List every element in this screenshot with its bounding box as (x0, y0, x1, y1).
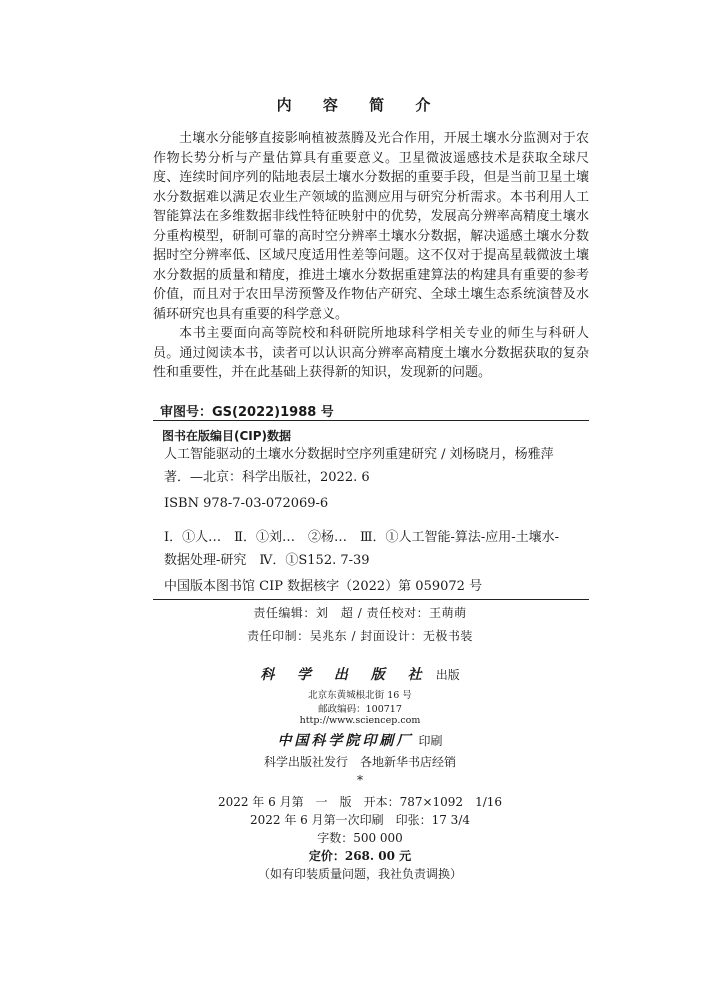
cip-book-line-2: 著．—北京：科学出版社，2022. 6 (164, 470, 370, 485)
publisher-address: 北京东黄城根北街 16 号 (308, 690, 412, 701)
cip-heading: 图书在版编目(CIP)数据 (162, 429, 292, 443)
publisher-line (0, 664, 720, 684)
printer-line (0, 730, 720, 750)
separator-star: * (357, 773, 363, 787)
staff-line-1: 责任编辑：刘 超 / 责任校对：王萌萌 (253, 606, 467, 620)
isbn: ISBN 978-7-03-072069-6 (164, 496, 329, 511)
cip-number: 中国版本图书馆 CIP 数据核字（2022）第 059072 号 (164, 579, 483, 594)
cip-book-entry (164, 443, 588, 489)
staff-line-2: 责任印制：吴兆东 / 封面设计：无极书装 (247, 629, 473, 643)
page-title: 内 容 简 介 (276, 96, 444, 114)
cip-category-line-2: 数据处理-研究 Ⅳ．①S152. 7-39 (164, 553, 370, 568)
review-number: 审图号：GS(2022)1988 号 (160, 405, 334, 420)
publisher-website: http://www.sciencep.com (299, 715, 421, 726)
word-count: 字数：500 000 (317, 831, 403, 845)
price: 定价：268. 00 元 (308, 849, 412, 863)
divider (153, 599, 589, 600)
abstract-section (153, 129, 589, 383)
publish-word: 出版 (435, 668, 460, 682)
distribution: 科学出版社发行 各地新华书店经销 (263, 755, 456, 769)
cip-category-line-1: Ⅰ．①人… Ⅱ．①刘… ②杨… Ⅲ．①人工智能-算法-应用-土壤水- (164, 530, 560, 545)
publisher-name: 科 学 出 版 社 (260, 667, 431, 683)
edition-info: 2022 年 6 月第 一 版 开本：787×1092 1/16 (217, 795, 503, 809)
publisher-postcode: 邮政编码：100717 (318, 704, 402, 715)
print-word: 印刷 (418, 734, 443, 748)
divider (153, 420, 589, 421)
cip-book-line-1: 人工智能驱动的土壤水分数据时空序列重建研究 / 刘杨晓月，杨雅萍 (164, 447, 554, 462)
abstract-paragraph-2: 本书主要面向高等院校和科研院所地球科学相关专业的师生与科研人员。通过阅读本书，读者可以认识高分辨率高精度土壤水分数据获取的复杂性和重要性，并在此基础上获得新的知识，发现新的问题。 (153, 326, 589, 380)
quality-notice: （如有印装质量问题，我社负责调换） (257, 867, 462, 881)
printer-name: 中国科学院印刷厂 (277, 733, 414, 749)
abstract-paragraph-1: 土壤水分能够直接影响植被蒸腾及光合作用，开展土壤水分监测对于农作物长势分析与产量估算具有重要意义。卫星微波遥感技术是获取全球尺度、连续时间序列的陆地表层土壤水分数据的重要手段，但是当前卫星土壤水分数据难以满足农业生产领域的监测应用与研究分析需求。本书利用人工智能算法在多维数据非线性特征映射中的优势，发展高分辨率高精度土壤水分重构模型，研制可靠的高时空分辨率土壤水分数据，解决遥感土壤水分数据时空分辨率低、区域尺度适用性差等问题。这不仅对于提高星载微波土壤水分数据的质量和精度，推进土壤水分数据重建算法的构建具有重要的参考价值，而且对于农田旱涝预警及作物估产研究、全球土壤生态系统演替及水循环研究也具有重要的科学意义。 (153, 131, 589, 322)
printing-info: 2022 年 6 月第一次印刷 印张：17 3/4 (249, 813, 470, 827)
